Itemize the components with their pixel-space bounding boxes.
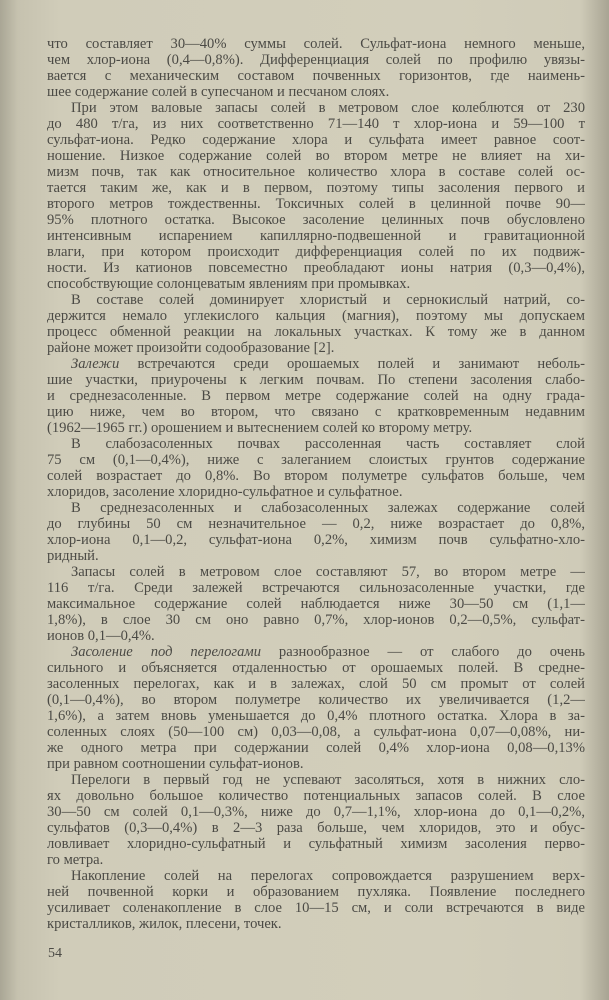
- text-line: второго метров тождественны. Токсичных солей в целинной почве 90—: [47, 196, 585, 212]
- text-line: что составляет 30—40% суммы солей. Сульфат-иона немного меньше,: [47, 36, 585, 52]
- italic-term: Залежи: [71, 356, 120, 372]
- paragraph: [47, 356, 585, 436]
- text-line: чем хлор-иона (0,4—0,8%). Дифференциация солей по профилю увязы-: [47, 52, 585, 68]
- text-line: держится немало углекислого кальция (магния), поэтому мы допускаем: [47, 308, 585, 324]
- paragraph: [47, 436, 585, 500]
- page-text: [47, 36, 585, 932]
- text-line: засоленных перелогах, как и в залежах, слой 50 см промыт от солей: [47, 676, 585, 692]
- text-line: Запасы солей в метровом слое составляют 57, во втором метре —: [71, 564, 585, 580]
- italic-term: Засоление под перелогами: [71, 644, 262, 660]
- text-line: интенсивным испарением капиллярно-подвешенной и гравитационной: [47, 228, 585, 244]
- text-line: сульфатов (0,3—0,4%) в 2—3 раза больше, чем хлоридов, это и обус-: [47, 820, 585, 836]
- text-line: 95% плотного остатка. Высокое засоление целинных почв обусловлено: [47, 212, 585, 228]
- line-text: разнообразное — от слабого до очень: [261, 644, 585, 660]
- text-line: ности. Из катионов повсеместно преобладают ионы натрия (0,3—0,4%),: [47, 260, 585, 276]
- text-line: до 480 т/га, из них соответственно 71—140 т хлор-иона и 59—100 т: [47, 116, 585, 132]
- text-line: шее содержание солей в супесчаном и песчаном слоях.: [47, 84, 390, 100]
- text-line: (1962—1965 гг.) орошением и вытеснением солей ко второму метру.: [47, 420, 473, 436]
- text-line: шие участки, приурочены к легким почвам. По степени засоления слабо-: [47, 372, 585, 388]
- text-line: сульфат-иона. Редко содержание хлора и сульфата имеет равное соот-: [47, 132, 585, 148]
- page-number: 54: [48, 946, 62, 961]
- text-line: солей возрастает до 0,8%. Во втором полуметре сульфатов больше, чем: [47, 468, 585, 484]
- text-line: При этом валовые запасы солей в метровом слое колеблются от 230: [71, 100, 585, 116]
- text-line: В слабозасоленных почвах рассоленная часть составляет слой: [71, 436, 585, 452]
- line-text: встречаются среди орошаемых полей и занимают неболь-: [119, 356, 585, 372]
- text-line: усиливает соленакопление в слое 10—15 см, и соли встречаются в виде: [47, 900, 585, 916]
- paragraph: [47, 564, 585, 644]
- text-line: ионов 0,1—0,4%.: [47, 628, 155, 644]
- text-line: хлоридов, засоление хлоридно-сульфатное и сульфатное.: [47, 484, 403, 500]
- text-line: 30—50 см солей 0,1—0,3%, ниже до 0,7—1,1%, хлор-иона до 0,1—0,2%,: [47, 804, 585, 820]
- text-line: и среднезасоленные. В первом метре содержание солей на одну града-: [47, 388, 585, 404]
- text-line: ловливает хлоридно-сульфатный и сульфатный химизм засоления перво-: [47, 836, 585, 852]
- paragraph: [47, 292, 585, 356]
- text-line: соленных слоях (50—100 см) 0,03—0,08, а сульфат-иона 0,07—0,08%, ни-: [47, 724, 585, 740]
- paragraph: [47, 36, 585, 100]
- text-line: максимальное содержание солей наблюдается ниже 30—50 см (1,1—: [47, 596, 585, 612]
- text-line: способствующие солонцеватым явлениям при промывках.: [47, 276, 411, 292]
- text-line: ней почвенной корки и образованием пухляка. Появление последнего: [47, 884, 585, 900]
- text-line: (0,1—0,4%), во втором полуметре количество их увеличивается (1,2—: [47, 692, 585, 708]
- text-line: Накопление солей на перелогах сопровождается разрушением верх-: [71, 868, 585, 884]
- text-line: хлор-иона 0,1—0,2, сульфат-иона 0,2%, химизм почв сульфатно-хло-: [47, 532, 585, 548]
- text-line: 116 т/га. Среди залежей встречаются сильнозасоленные участки, где: [47, 580, 585, 596]
- paragraph: [47, 868, 585, 932]
- text-line: го метра.: [47, 852, 104, 868]
- text-line: цию ниже, чем во втором, что связано с кратковременным недавним: [47, 404, 585, 420]
- text-line: ношение. Низкое содержание солей во втором метре не влияет на хи-: [47, 148, 585, 164]
- text-line: вается с механическим составом почвенных горизонтов, где наимень-: [47, 68, 585, 84]
- text-line: мизм почв, так как относительное количество хлора в составе солей ос-: [47, 164, 585, 180]
- text-line: [47, 356, 585, 372]
- text-line: 75 см (0,1—0,4%), ниже с залеганием слоистых грунтов содержание: [47, 452, 585, 468]
- text-line: Перелоги в первый год не успевают засоляться, хотя в нижних сло-: [71, 772, 585, 788]
- text-line: сильного и объясняется отдаленностью от орошаемых полей. В средне-: [47, 660, 585, 676]
- text-line: кристалликов, жилок, плесени, точек.: [47, 916, 282, 932]
- text-line: процесс обменной реакции на локальных участках. К тому же в данном: [47, 324, 585, 340]
- text-line: ях довольно большое количество потенциальных запасов солей. В слое: [47, 788, 585, 804]
- text-line: В составе солей доминирует хлористый и сернокислый натрий, со-: [71, 292, 585, 308]
- text-line: при равном соотношении сульфат-ионов.: [47, 756, 304, 772]
- text-line: влаги, при котором происходит дифференциация солей по их подвиж-: [47, 244, 585, 260]
- text-line: 1,8%), в слое 30 см оно равно 0,7%, хлор-ионов 0,2—0,5%, сульфат-: [47, 612, 585, 628]
- paragraph: [47, 100, 585, 292]
- paragraph: [47, 644, 585, 772]
- text-line: до глубины 50 см незначительное — 0,2, ниже возрастает до 0,8%,: [47, 516, 585, 532]
- text-line: же одного метра при содержании солей 0,4% хлор-иона 0,08—0,13%: [47, 740, 585, 756]
- text-line: [47, 644, 585, 660]
- paragraph: [47, 500, 585, 564]
- paragraph: [47, 772, 585, 868]
- text-line: ридный.: [47, 548, 99, 564]
- text-line: В среднезасоленных и слабозасоленных залежах содержание солей: [71, 500, 585, 516]
- text-line: районе может произойти содообразование [2].: [47, 340, 335, 356]
- text-line: 1,6%), а затем вновь уменьшается до 0,4% плотного остатка. Хлора в за-: [47, 708, 585, 724]
- text-line: тается таким же, как и в первом, поэтому типы засоления первого и: [47, 180, 585, 196]
